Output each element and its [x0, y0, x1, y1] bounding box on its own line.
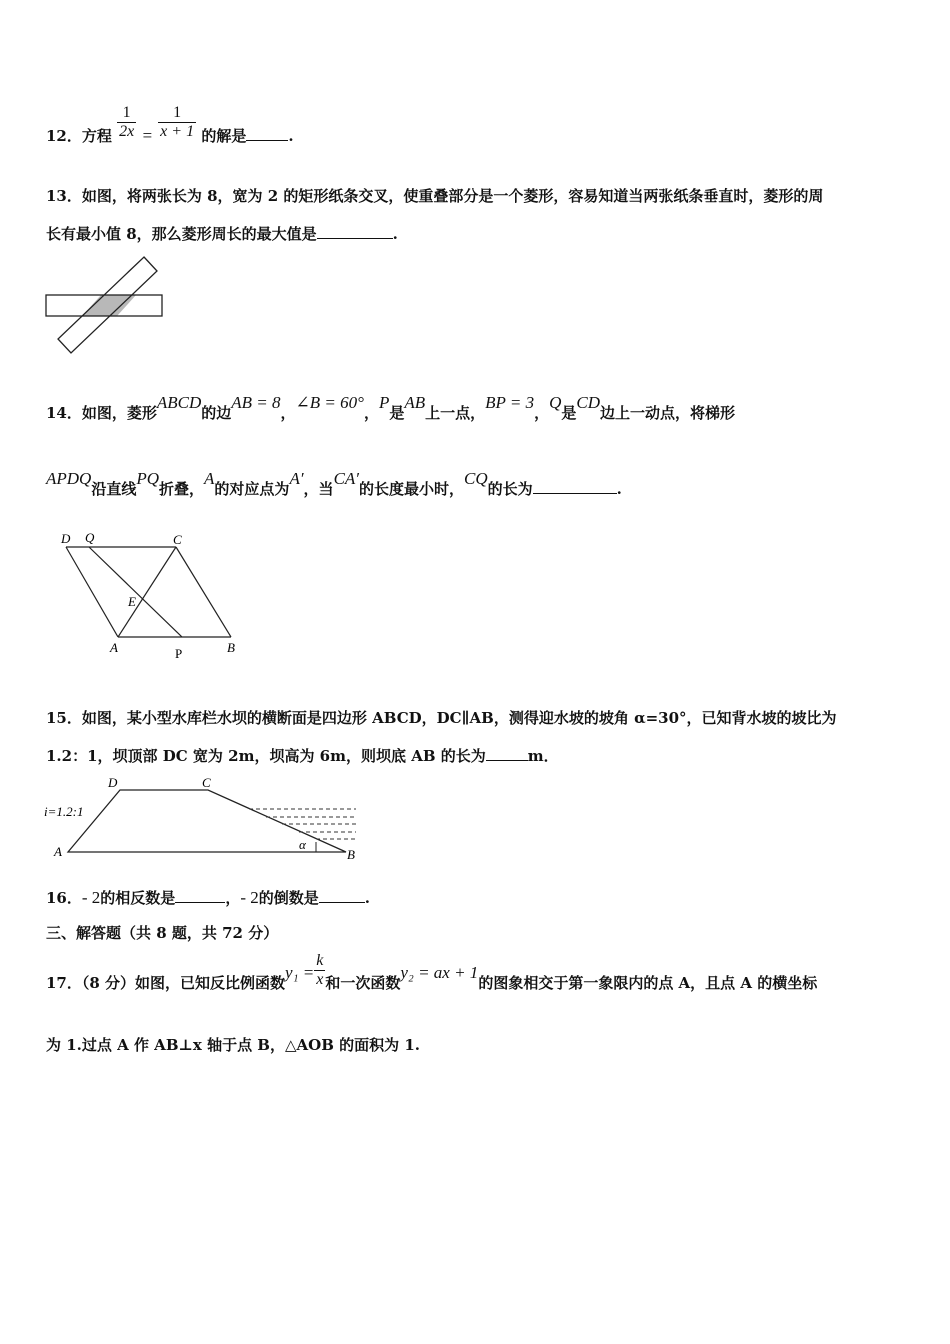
section-heading: 三、解答题（共 8 题，共 72 分）: [46, 924, 279, 942]
label-A: A: [54, 844, 62, 859]
q14-line-2: APDQ沿直线PQ折叠，A的对应点为A′，当CA′的长度最小时，CQ的长为 .: [46, 469, 622, 498]
answer-blank: [175, 888, 225, 903]
slope-ratio: i=1.2:1: [44, 804, 84, 819]
q17-line-2: 为 1.过点 A 作 AB⊥x 轴于点 B，△AOB 的面积为 1.: [46, 1036, 420, 1054]
label-B: B: [227, 640, 235, 655]
q16-line: 16．- 2的相反数是 ，- 2的倒数是 .: [46, 888, 370, 907]
label-alpha: α: [299, 837, 306, 852]
q15-line-1: 15．如图，某小型水库栏水坝的横断面是四边形 ABCD，DC∥AB，测得迎水坡的坡角 α=30°，已知背水坡的坡比为: [46, 709, 837, 727]
q13-figure: [44, 255, 168, 357]
q17-line-1: 17．（8 分）如图，已知反比例函数y₁ = $\frac{k}{x}$ 和一次函数y₂ = ax + 1的图象相交于第一象限内的点 A，且点 A 的横坐标: [46, 951, 818, 992]
label-C: C: [202, 775, 211, 790]
answer-blank: [533, 479, 617, 494]
q14-line-1: 14．如图，菱形ABCD的边AB = 8，∠B = 60°，P是AB上一点，BP = 3，Q是CD边上一动点，将梯形: [46, 393, 736, 422]
label-A: A: [110, 640, 118, 655]
label-E: E: [128, 594, 136, 609]
answer-blank: [486, 746, 528, 761]
q15-line-2: 1.2：1，坝顶部 DC 宽为 2m，坝高为 6m，则坝底 AB 的长为 m．: [46, 747, 559, 765]
fraction-k-x: $\frac{k}{x}$: [316, 951, 324, 988]
label-C: C: [173, 532, 182, 547]
q15-figure: [44, 772, 364, 866]
label-D: D: [108, 775, 118, 790]
label-D: D: [61, 531, 71, 546]
fraction-2: $\frac{1}{x + 1}$: [160, 103, 195, 140]
label-P: P: [175, 646, 183, 661]
label-B: B: [347, 847, 355, 862]
q13-line-2: 长有最小值 8，那么菱形周长的最大值是 .: [46, 225, 398, 243]
label-Q: Q: [85, 530, 95, 545]
q13-line-1: 13．如图，将两张长为 8，宽为 2 的矩形纸条交叉，使重叠部分是一个菱形，容易知道当两张纸条垂直时，菱形的周: [46, 187, 824, 205]
q14-figure: [56, 527, 246, 665]
answer-blank: [319, 888, 365, 903]
answer-blank: [317, 224, 393, 239]
answer-blank: [246, 126, 288, 141]
q12-line: 12．方程 $\frac{1}{2x}$ = $\frac{1}{x + 1}$ 的解是 .: [46, 103, 294, 145]
fraction-1: $\frac{1}{2x}$: [119, 103, 135, 140]
